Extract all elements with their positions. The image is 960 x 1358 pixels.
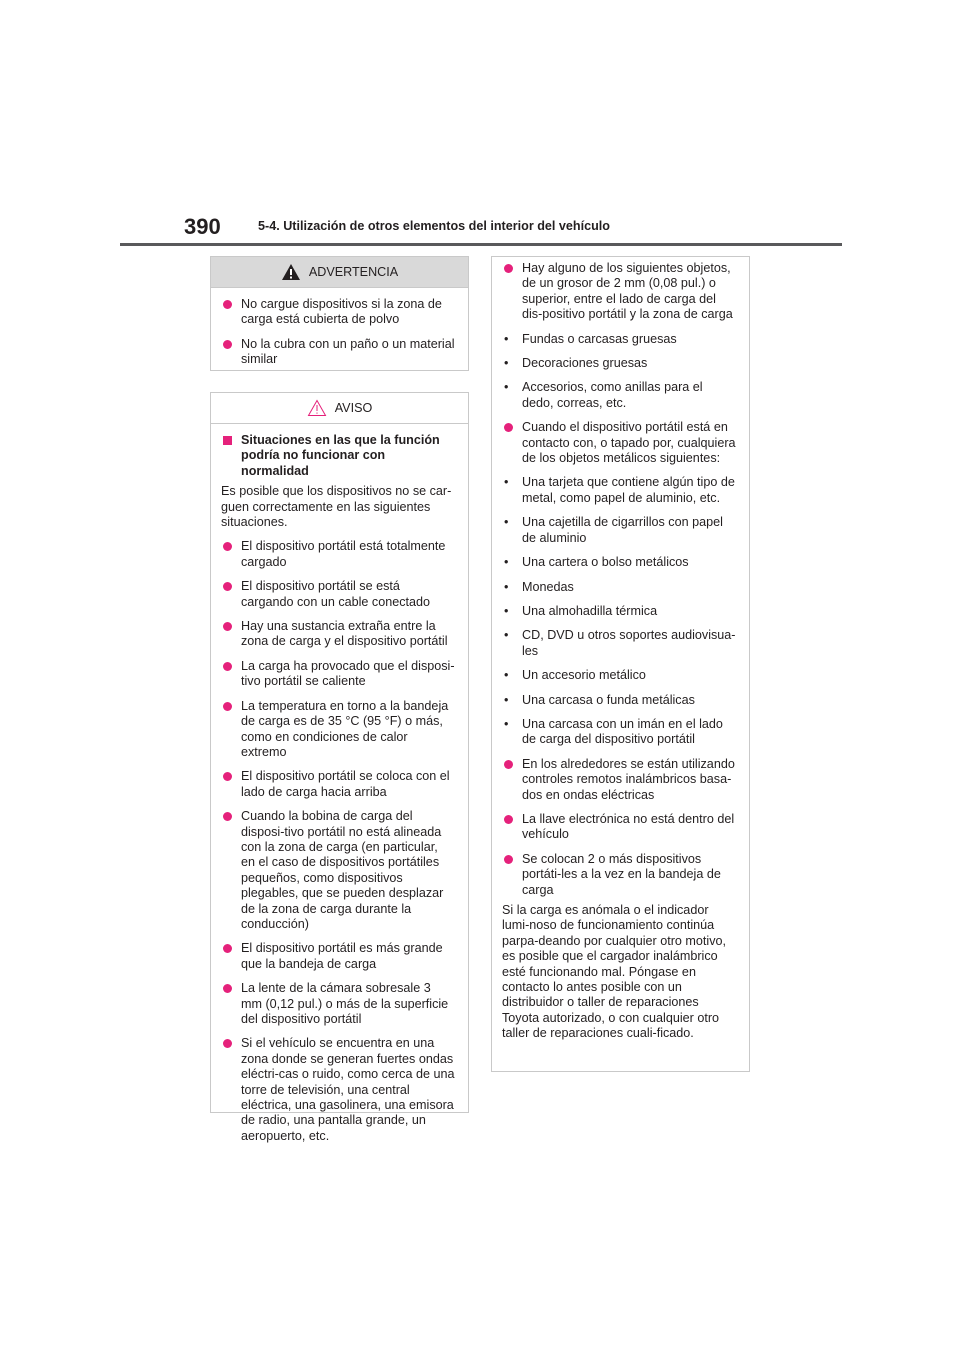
notice-continued-box — [491, 256, 750, 1072]
notice-heading: Situaciones en las que la función podría no funcionar con normalidad — [221, 433, 455, 479]
contact-item: Cuando el dispositivo portátil está en contacto con, o tapado por, cualquiera de los objetos metálicos siguientes: — [502, 420, 736, 466]
notice-item: Hay una sustancia extraña entre la zona de carga y el dispositivo portátil — [221, 619, 455, 650]
notice-box — [210, 392, 469, 1143]
warning-item: No cargue dispositivos si la zona de carga está cubierta de polvo — [221, 297, 455, 328]
metal-list-item: • Una carcasa con un imán en el lado de carga del dispositivo portátil — [502, 717, 736, 748]
page-number: 390 — [184, 214, 221, 239]
warning-title: ADVERTENCIA — [308, 265, 399, 279]
notice-intro: Es posible que los dispositivos no se car-guen correctamente en las siguientes situaciones. — [221, 484, 452, 530]
warning-item: No la cubra con un paño o un material similar — [221, 337, 455, 368]
objects-list-item: • Decoraciones gruesas — [502, 356, 736, 371]
notice-title: AVISO — [334, 401, 373, 415]
notice-item: La carga ha provocado que el disposi-tivo portátil se caliente — [221, 659, 455, 690]
closing-paragraph: Si la carga es anómala o el indicador lumi-noso de funcionamiento continúa parpa-deando por cualquier otro motivo, es posible que el cargador inalámbrico esté funcionando mal. Póngase en contacto lo antes posible con un distribuidor o taller de reparaciones Toyota autorizado, o con cualquier otro taller de reparaciones cuali-ficado. — [502, 903, 727, 1041]
notice-item: El dispositivo portátil es más grande que la bandeja de carga — [221, 941, 455, 972]
metal-list-item: • Una almohadilla térmica — [502, 604, 736, 619]
metal-list-item: • Una cartera o bolso metálicos — [502, 555, 736, 570]
notice-item: Si el vehículo se encuentra en una zona donde se generan fuertes ondas eléctri-cas o ruido, como cerca de una torre de televisión, una central eléctrica, una gasolinera, una emisora de radio, una pantalla grande, un aeropuerto, etc. — [221, 1036, 455, 1144]
header-rule — [120, 243, 842, 246]
warning-box — [210, 256, 469, 371]
notice-body — [211, 424, 468, 1144]
objects-item: Hay alguno de los siguientes objetos, de un grosor de 2 mm (0,08 pul.) o superior, entre el lado de carga del dis-positivo portátil y la zona de carga — [502, 261, 736, 323]
notice-item: Cuando la bobina de carga del disposi-tivo portátil no está alineada con la zona de carga (en particular, en el caso de dispositivos portátiles pequeños, como dispositivos plegables, que se pueden desplazar de la zona de carga durante la conducción) — [221, 809, 455, 932]
warning-header — [211, 257, 468, 288]
metal-list-item: • Una cajetilla de cigarrillos con papel de aluminio — [502, 515, 736, 546]
notice-item: El dispositivo portátil se está cargando con un cable conectado — [221, 579, 455, 610]
metal-list-item: • CD, DVD u otros soportes audiovisua-les — [502, 628, 736, 659]
notice-header — [211, 393, 468, 424]
notice-continued-body — [492, 257, 749, 1042]
caution-triangle-icon — [307, 399, 327, 417]
remote-item: En los alrededores se están utilizando controles remotos inalámbricos basa-dos en ondas eléctricas — [502, 757, 736, 803]
warning-body — [211, 288, 468, 368]
objects-list-item: • Accesorios, como anillas para el dedo, correas, etc. — [502, 380, 736, 411]
objects-list-item: • Fundas o carcasas gruesas — [502, 332, 736, 347]
section-title: 5-4. Utilización de otros elementos del interior del vehículo — [258, 219, 611, 233]
notice-item: El dispositivo portátil se coloca con el lado de carga hacia arriba — [221, 769, 455, 800]
metal-list-item: • Monedas — [502, 580, 736, 595]
metal-list-item: • Un accesorio metálico — [502, 668, 736, 683]
warning-triangle-icon — [281, 263, 301, 281]
metal-list-item: • Una carcasa o funda metálicas — [502, 693, 736, 708]
notice-item: La lente de la cámara sobresale 3 mm (0,12 pul.) o más de la superficie del dispositivo portátil — [221, 981, 455, 1027]
notice-item: La temperatura en torno a la bandeja de carga es de 35 °C (95 °F) o más, como en condiciones de calor extremo — [221, 699, 455, 761]
key-item: La llave electrónica no está dentro del vehículo — [502, 812, 736, 843]
notice-item: El dispositivo portátil está totalmente cargado — [221, 539, 455, 570]
metal-list-item: • Una tarjeta que contiene algún tipo de metal, como papel de aluminio, etc. — [502, 475, 736, 506]
multi-device-item: Se colocan 2 o más dispositivos portáti-les a la vez en la bandeja de carga — [502, 852, 736, 898]
